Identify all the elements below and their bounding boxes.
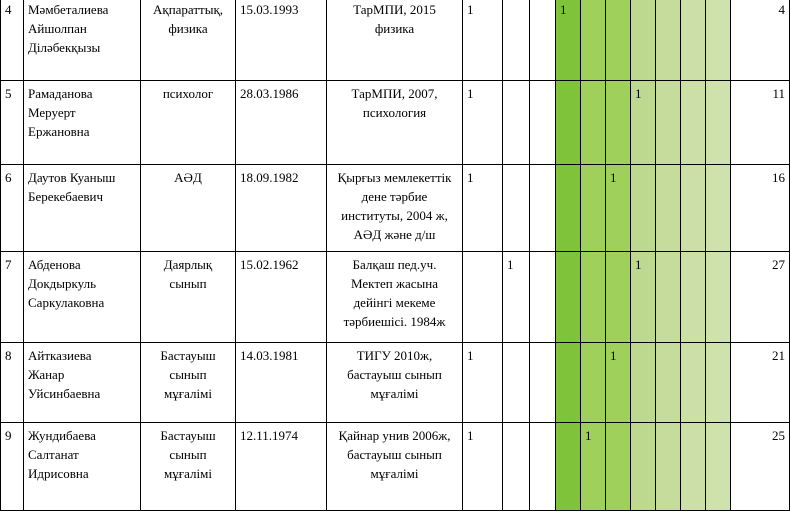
category-3-cell [530, 165, 556, 252]
experience-6-cell [681, 343, 706, 423]
row-number-cell [1, 343, 24, 423]
experience-3-cell [606, 423, 631, 511]
experience-4-value: 1 [635, 86, 642, 101]
education-line: тәрбиешісі. 1984ж [343, 314, 446, 329]
total-score-cell [731, 81, 790, 165]
subject-line: психолог [162, 86, 214, 101]
birth-date-value: 15.02.1962 [240, 257, 299, 272]
row-number-value: 5 [5, 86, 12, 101]
experience-3-cell [606, 81, 631, 165]
experience-6-cell [681, 423, 706, 511]
experience-4-value: 1 [635, 257, 642, 272]
experience-5-cell [656, 343, 681, 423]
education-line: институты, 2004 ж, [341, 208, 448, 223]
category-3-cell [530, 252, 556, 343]
category-3-cell [530, 423, 556, 511]
total-score-value: 21 [772, 348, 785, 363]
education-line: дене тәрбие [361, 189, 428, 204]
experience-1-cell [556, 423, 581, 511]
experience-1-cell [556, 252, 581, 343]
category-1-cell [463, 343, 503, 423]
total-score-cell [731, 252, 790, 343]
row-number-cell [1, 423, 24, 511]
category-2-cell [503, 252, 530, 343]
subject-line: Ақпараттық, [152, 2, 224, 17]
experience-2-cell [581, 165, 606, 252]
subject-cell [141, 165, 236, 252]
education-line: ТарМПИ, 2015 [353, 2, 436, 17]
education-line: АӘД және д/ш [353, 227, 436, 242]
experience-2-cell [581, 0, 606, 81]
full-name-line: Салтанат [28, 447, 79, 462]
birth-date-cell [236, 252, 327, 343]
table-row [1, 252, 790, 343]
category-1-cell [463, 423, 503, 511]
category-1-cell [463, 81, 503, 165]
category-2-cell [503, 423, 530, 511]
birth-date-value: 15.03.1993 [240, 2, 299, 17]
birth-date-cell [236, 343, 327, 423]
total-score-value: 27 [772, 257, 785, 272]
row-number-value: 4 [5, 2, 12, 17]
experience-2-cell [581, 423, 606, 511]
total-score-cell [731, 165, 790, 252]
experience-1-cell [556, 165, 581, 252]
education-line: ТарМПИ, 2007, [351, 86, 438, 101]
full-name-cell [24, 423, 141, 511]
education-line: мұғалімі [370, 466, 419, 481]
subject-line: сынып мұғалімі [164, 447, 212, 481]
row-number-value: 9 [5, 428, 12, 443]
total-score-value: 25 [772, 428, 785, 443]
row-number-value: 7 [5, 257, 12, 272]
birth-date-value: 18.09.1982 [240, 170, 299, 185]
category-2-cell [503, 0, 530, 81]
category-1-cell [463, 165, 503, 252]
experience-7-cell [706, 165, 731, 252]
experience-1-value: 1 [560, 2, 567, 17]
category-1-value: 1 [467, 86, 474, 101]
experience-4-cell [631, 343, 656, 423]
full-name-line: Айшолпан [28, 21, 87, 36]
table-row [1, 81, 790, 165]
experience-4-cell [631, 81, 656, 165]
full-name-line: Уйсинбаевна [28, 386, 101, 401]
category-2-cell [503, 165, 530, 252]
experience-7-cell [706, 81, 731, 165]
total-score-cell [731, 0, 790, 81]
full-name-cell [24, 165, 141, 252]
experience-1-cell [556, 343, 581, 423]
birth-date-value: 12.11.1974 [240, 428, 299, 443]
full-name-line: Саркулаковна [28, 295, 105, 310]
full-name-line: Даутов Куаныш [28, 170, 116, 185]
subject-line: Бастауыш [160, 348, 216, 363]
experience-3-value: 1 [610, 348, 617, 363]
full-name-cell [24, 0, 141, 81]
education-cell [327, 343, 463, 423]
full-name-line: Айтказиева [28, 348, 92, 363]
category-2-cell [503, 343, 530, 423]
category-2-value: 1 [507, 257, 514, 272]
full-name-line: Жанар [28, 367, 65, 382]
experience-4-cell [631, 0, 656, 81]
experience-5-cell [656, 81, 681, 165]
full-name-line: Жундибаева [28, 428, 96, 443]
subject-line: сынып [169, 276, 207, 291]
full-name-line: Ержановна [28, 124, 90, 139]
row-number-value: 8 [5, 348, 12, 363]
category-1-value: 1 [467, 170, 474, 185]
subject-line: АӘД [174, 170, 202, 185]
full-name-cell [24, 252, 141, 343]
experience-7-cell [706, 252, 731, 343]
experience-4-cell [631, 252, 656, 343]
category-1-value: 1 [467, 348, 474, 363]
experience-3-value: 1 [610, 170, 617, 185]
category-1-value: 1 [467, 428, 474, 443]
education-line: бастауыш сынып [347, 367, 442, 382]
full-name-line: Меруерт [28, 105, 76, 120]
education-cell [327, 81, 463, 165]
row-number-cell [1, 165, 24, 252]
total-score-value: 4 [778, 2, 785, 17]
education-cell [327, 252, 463, 343]
experience-6-cell [681, 165, 706, 252]
subject-cell [141, 252, 236, 343]
experience-4-cell [631, 165, 656, 252]
education-cell [327, 423, 463, 511]
experience-2-value: 1 [585, 428, 592, 443]
full-name-line: Докдыркуль [28, 276, 97, 291]
birth-date-cell [236, 165, 327, 252]
education-cell [327, 0, 463, 81]
education-line: ТИГУ 2010ж, [356, 348, 433, 363]
experience-4-cell [631, 423, 656, 511]
education-line: психология [362, 105, 427, 120]
birth-date-cell [236, 423, 327, 511]
category-3-cell [530, 0, 556, 81]
education-line: дейінгі мекеме [353, 295, 436, 310]
experience-1-cell [556, 81, 581, 165]
birth-date-cell [236, 0, 327, 81]
education-line: физика [374, 21, 415, 36]
education-cell [327, 165, 463, 252]
experience-5-cell [656, 165, 681, 252]
category-1-cell [463, 0, 503, 81]
birth-date-cell [236, 81, 327, 165]
subject-cell [141, 81, 236, 165]
experience-6-cell [681, 0, 706, 81]
experience-3-cell [606, 252, 631, 343]
subject-line: Бастауыш [160, 428, 216, 443]
subject-line: сынып мұғалімі [164, 367, 212, 401]
experience-5-cell [656, 0, 681, 81]
birth-date-value: 28.03.1986 [240, 86, 299, 101]
education-line: Мектеп жасына [351, 276, 438, 291]
experience-3-cell [606, 0, 631, 81]
full-name-line: Идрисовна [28, 466, 89, 481]
category-3-cell [530, 343, 556, 423]
subject-cell [141, 423, 236, 511]
subject-cell [141, 0, 236, 81]
total-score-value: 16 [772, 170, 785, 185]
experience-1-cell [556, 0, 581, 81]
full-name-line: Берекебаевич [28, 189, 104, 204]
full-name-line: Абденова [28, 257, 81, 272]
row-number-value: 6 [5, 170, 12, 185]
experience-3-cell [606, 165, 631, 252]
experience-6-cell [681, 252, 706, 343]
category-3-cell [530, 81, 556, 165]
table-body [1, 0, 790, 511]
subject-line: Даярлық [163, 257, 213, 272]
experience-2-cell [581, 252, 606, 343]
table-row [1, 343, 790, 423]
row-number-cell [1, 0, 24, 81]
experience-2-cell [581, 81, 606, 165]
education-line: Балқаш пед.уч. [352, 257, 437, 272]
education-line: Қырғыз мемлекеттік [337, 170, 452, 185]
full-name-cell [24, 343, 141, 423]
table-row [1, 423, 790, 511]
row-number-cell [1, 252, 24, 343]
total-score-cell [731, 423, 790, 511]
birth-date-value: 14.03.1981 [240, 348, 299, 363]
education-line: Қайнар унив 2006ж, [338, 428, 451, 443]
education-line: бастауыш сынып [347, 447, 442, 462]
row-number-cell [1, 81, 24, 165]
full-name-line: Діләбекқызы [28, 40, 101, 55]
experience-6-cell [681, 81, 706, 165]
experience-5-cell [656, 252, 681, 343]
subject-line: физика [168, 21, 208, 36]
full-name-cell [24, 81, 141, 165]
experience-5-cell [656, 423, 681, 511]
category-1-value: 1 [467, 2, 474, 17]
subject-cell [141, 343, 236, 423]
experience-7-cell [706, 423, 731, 511]
experience-7-cell [706, 343, 731, 423]
full-name-line: Мәмбеталиева [28, 2, 109, 17]
total-score-cell [731, 343, 790, 423]
table-row [1, 0, 790, 81]
experience-2-cell [581, 343, 606, 423]
full-name-line: Рамаданова [28, 86, 93, 101]
experience-3-cell [606, 343, 631, 423]
category-2-cell [503, 81, 530, 165]
table-row [1, 165, 790, 252]
total-score-value: 11 [772, 86, 785, 101]
education-line: мұғалімі [370, 386, 419, 401]
experience-7-cell [706, 0, 731, 81]
category-1-cell [463, 252, 503, 343]
